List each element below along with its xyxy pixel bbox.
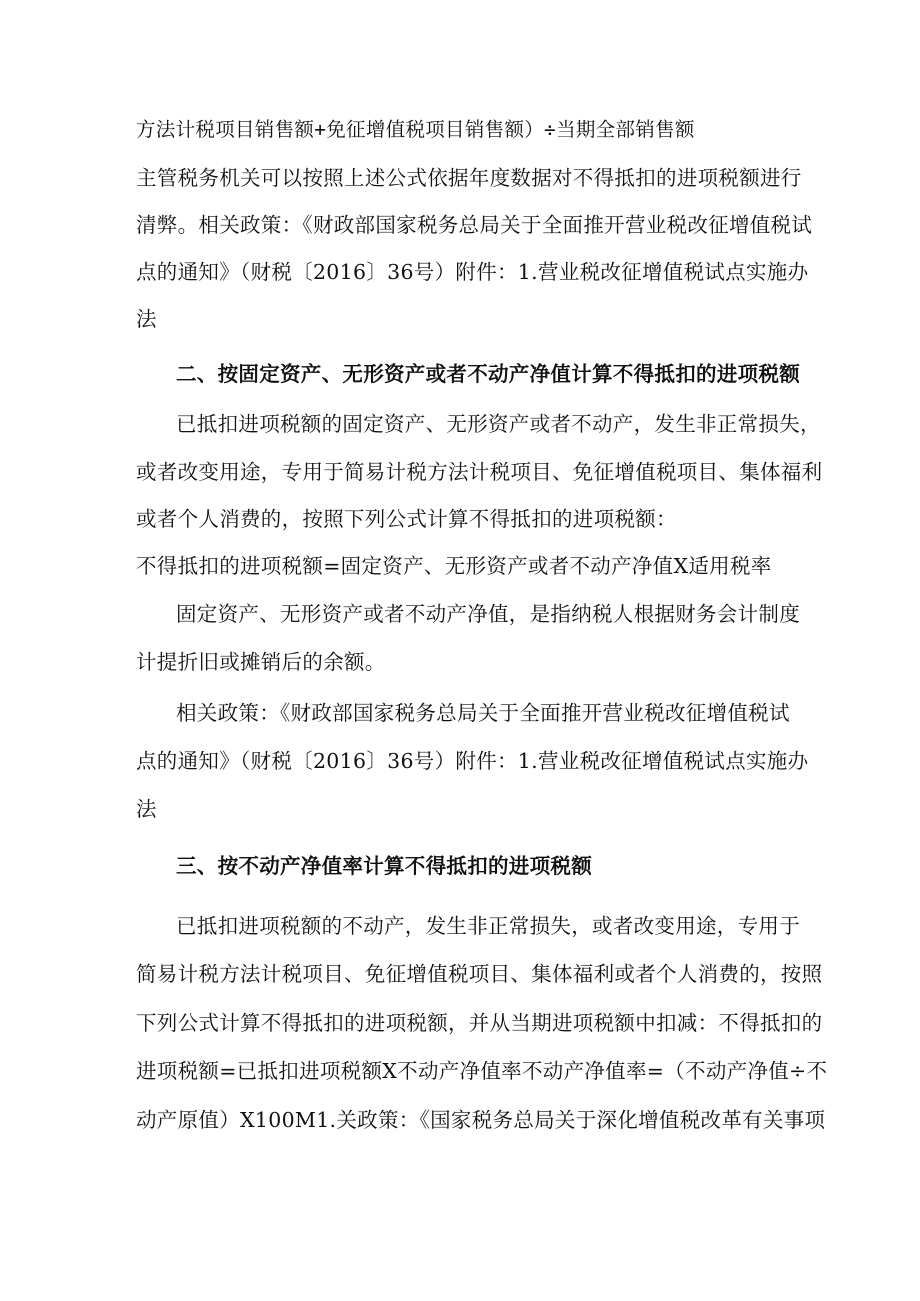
paragraph-line-4: 点的通知》（财税〔2016〕36号）附件：1.营业税改征增值税试点实施办	[136, 260, 809, 284]
paragraph-line-3: 清弊。相关政策：《财政部国家税务总局关于全面推开营业税改征增值税试	[136, 213, 813, 237]
paragraph-line-1: 方法计税项目销售额+免征增值税项目销售额）÷当期全部销售额	[136, 118, 695, 141]
policy-line-3: 法	[136, 797, 157, 821]
paragraph-line-18: 简易计税方法计税项目、免征增值税项目、集体福利或者个人消费的，按照	[136, 962, 823, 986]
paragraph-line-8: 或者改变用途，专用于简易计税方法计税项目、免征增值税项目、集体福利	[136, 460, 823, 484]
section-heading-2: 二、按固定资产、无形资产或者不动产净值计算不得抵扣的进项税额	[176, 362, 800, 386]
paragraph-line-2: 主管税务机关可以按照上述公式依据年度数据对不得抵扣的进项税额进行	[136, 166, 802, 190]
section-heading-3: 三、按不动产净值率计算不得抵扣的进项税额	[176, 854, 592, 878]
paragraph-line-20: 进项税额=已抵扣进项税额X不动产净值率不动产净值率=（不动产净值÷不	[136, 1059, 828, 1083]
policy-line-2: 点的通知》（财税〔2016〕36号）附件：1.营业税改征增值税试点实施办	[136, 749, 809, 773]
formula-line: 不得抵扣的进项税额=固定资产、无形资产或者不动产净值X适用税率	[136, 554, 772, 578]
paragraph-line-9: 或者个人消费的，按照下列公式计算不得抵扣的进项税额：	[136, 507, 677, 531]
paragraph-line-5: 法	[136, 307, 157, 331]
paragraph-line-7: 已抵扣进项税额的固定资产、无形资产或者不动产，发生非正常损失，	[176, 412, 821, 436]
paragraph-line-12: 计提折旧或摊销后的余额。	[136, 650, 386, 674]
paragraph-line-17: 已抵扣进项税额的不动产，发生非正常损失，或者改变用途，专用于	[176, 914, 800, 938]
paragraph-line-19: 下列公式计算不得抵扣的进项税额，并从当期进项税额中扣减：不得抵扣的	[136, 1011, 823, 1035]
policy-line-1: 相关政策：《财政部国家税务总局关于全面推开营业税改征增值税试	[176, 701, 790, 725]
paragraph-line-21: 动产原值）X100M1.关政策：《国家税务总局关于深化增值税改革有关事项	[136, 1108, 826, 1132]
paragraph-line-11: 固定资产、无形资产或者不动产净值，是指纳税人根据财务会计制度	[176, 602, 800, 626]
